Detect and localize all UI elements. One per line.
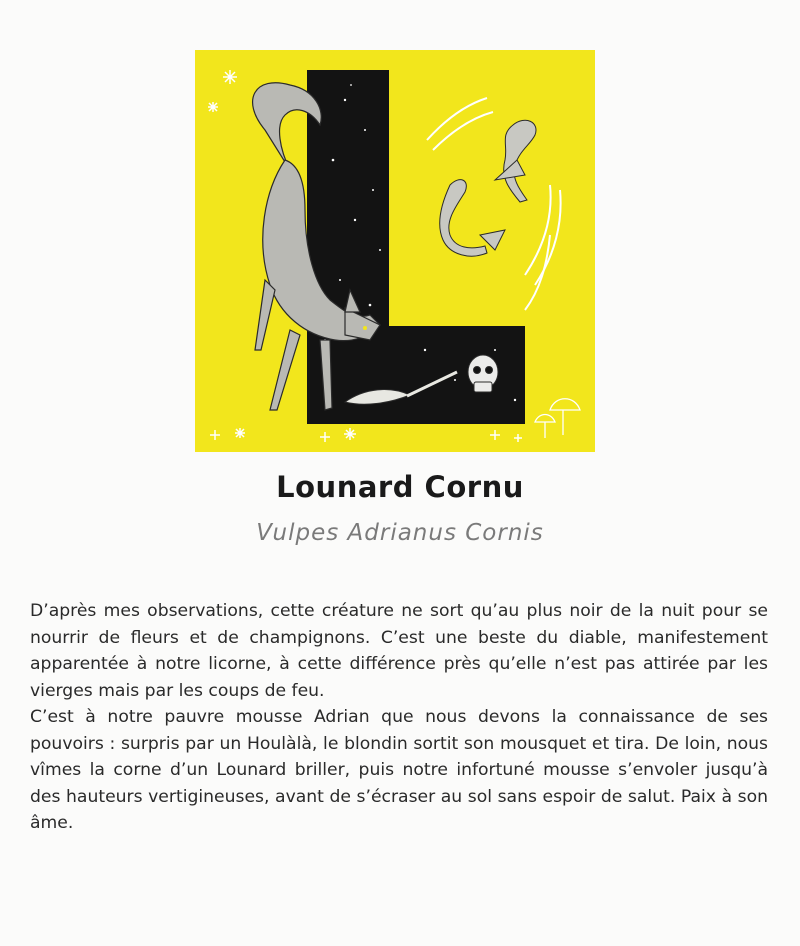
entry-subtitle: Vulpes Adrianus Cornis [256, 520, 544, 546]
entry-title: Lounard Cornu [276, 470, 524, 504]
drop-cap-illustration [195, 50, 595, 452]
fox-eye [363, 326, 367, 330]
paragraph: D’après mes observations, cette créature ne sort qu’au plus noir de la nuit pour se nourrir de fleurs et de champignons. C’est une beste du diable, manifestement apparentée à notre licorne, à cette différence près qu’elle n’est pas attirée par les vierges mais par les coups de feu. [30, 601, 768, 701]
paragraph: C’est à notre pauvre mousse Adrian que nous devons la connaissance de ses pouvoirs : surpris par un Houlàlà, le blondin sortit son mousquet et tira. De loin, nous vîmes la corne d’un Lounard briller, puis notre infortuné mousse s’envoler jusqu’à des hauteurs vertigineuses, avant de s’écraser au sol sans espoir de salut. Paix à son âme. [30, 707, 768, 833]
body-text [30, 598, 768, 837]
